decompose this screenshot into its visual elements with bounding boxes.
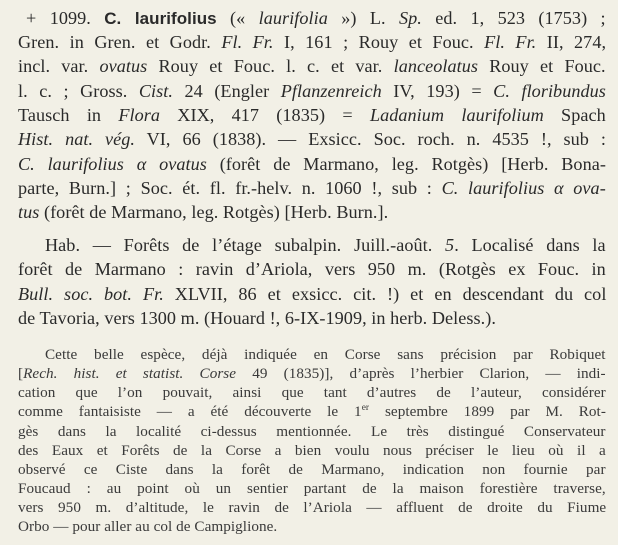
note-line — [18, 498, 606, 517]
text-segment: Hist. nat. vég. — [18, 129, 135, 150]
text-segment: α ovatus — [136, 153, 207, 174]
entry-line — [18, 127, 606, 151]
text-segment: septembre 1899 par M. Rot- — [369, 403, 606, 421]
text-segment: (forêt de Marmano, leg. Rotgès) [Herb. Burn.]. — [39, 202, 389, 223]
note-line — [18, 460, 606, 479]
entry-first-line — [26, 6, 606, 31]
text-segment: lanceolatus — [393, 56, 478, 77]
text-segment: 24 (Engler — [173, 80, 281, 101]
text-segment: (« — [230, 8, 259, 28]
text-segment: Bull. soc. bot. Fr. — [18, 283, 164, 304]
text-segment: l. c. ; Gross. — [18, 80, 139, 101]
habitat-line — [18, 306, 496, 330]
text-segment: er — [361, 403, 370, 414]
text-segment: C. floribundus — [493, 80, 606, 101]
text-segment: ») L. — [327, 8, 399, 28]
text-segment: C. laurifolius α ova- — [441, 178, 606, 199]
text-segment: Cette belle espèce, déjà indiquée en Corse sans précision par Robiquet — [45, 346, 606, 363]
entry-number: 1099. — [49, 8, 91, 28]
species-name: C. laurifolius — [104, 9, 217, 28]
text-segment: Pflanzenreich — [280, 80, 382, 101]
text-segment: IV, 193) = — [381, 80, 494, 101]
text-segment: vers 950 m. d’altitude, le ravin de l’Ariola — affluent de droite du Fiume — [18, 499, 607, 517]
text-segment: gès dans la localité ci-dessus mentionnée. Le très distingué Conservateur — [18, 422, 606, 440]
text-segment: Tausch in — [18, 105, 119, 126]
text-segment: Fl. Fr. — [484, 32, 537, 52]
text-segment: VI, 66 (1838). — Exsicc. Soc. roch. n. 4535 !, sub : — [135, 129, 606, 150]
text-segment: XLVII, 86 et exsicc. cit. !) et en descendant du col — [163, 283, 607, 304]
text-segment: 49 (1835)], d’après l’herbier Clarion, — indi- — [236, 365, 606, 383]
note-line — [18, 383, 606, 402]
text-segment: Foucaud : au point où un sentier partant de la maison forestière traverse, — [18, 480, 606, 498]
text-segment: I, 161 ; Rouy et Fouc. — [273, 32, 485, 52]
habitat-line — [45, 233, 606, 257]
note-line — [45, 345, 606, 364]
text-segment: Orbo — pour aller au col de Campiglione. — [18, 518, 278, 536]
text-segment: C. laurifolius — [18, 153, 124, 174]
text-segment: Flora — [118, 105, 161, 126]
text-segment: observé ce Ciste dans la forêt de Marmano, indication non fournie par — [18, 460, 606, 478]
note-line — [18, 517, 277, 536]
text-segment: cation que l’on pouvait, ainsi que tant d’autres de l’auteur, considérer — [18, 384, 606, 402]
note-line — [18, 441, 606, 460]
entry-line — [18, 103, 606, 127]
text-segment: tus — [18, 202, 40, 223]
entry-line — [18, 30, 606, 54]
entry-line — [18, 176, 606, 200]
cultivated-marker: + — [26, 8, 37, 28]
text-segment: (forêt de Marmano, leg. Rotgès) [Herb. Bona- — [206, 153, 606, 174]
text-segment: Sp. — [399, 8, 422, 28]
text-segment: 5 — [445, 235, 455, 255]
text-segment — [124, 154, 137, 174]
text-segment: Hab. — Forêts de l’étage subalpin. Juill.-août. — [45, 235, 446, 255]
text-segment: laurifolia — [258, 8, 328, 28]
text-segment: parte, Burn.] ; Soc. ét. fl. fr.-helv. n. 1060 !, sub : — [18, 178, 442, 199]
text-segment: Gren. in Gren. et Godr. — [18, 32, 222, 52]
text-segment: des Eaux et Forêts de la Corse a bien voulu nous préciser le lieu où il a — [18, 441, 606, 459]
habitat-line — [18, 257, 606, 281]
note-line — [18, 364, 606, 383]
text-segment: forêt de Marmano : ravin d’Ariola, vers 950 m. (Rotgès ex Fouc. in — [18, 259, 606, 280]
text-segment: . Localisé dans la — [454, 235, 606, 255]
entry-line — [18, 79, 606, 103]
text-segment: II, 274, — [536, 32, 607, 52]
entry-line — [18, 200, 388, 224]
text-segment: Rouy et Fouc. l. c. et var. — [147, 56, 394, 77]
entry-line — [18, 152, 606, 176]
text-segment: ed. 1, 523 (1753) ; — [421, 8, 606, 28]
text-segment: Ladanium laurifolium — [369, 105, 544, 126]
text-segment: comme fantaisiste — a été découverte le 1 — [18, 403, 362, 421]
text-segment: XIX, 417 (1835) = — [160, 105, 370, 126]
note-line — [18, 422, 606, 441]
text-segment: ovatus — [99, 56, 148, 77]
text-segment: Rouy et Fouc. — [478, 56, 606, 77]
entry-line — [18, 54, 606, 78]
text-segment: Cist. — [138, 80, 173, 101]
text-segment: de Tavoria, vers 1300 m. (Houard !, 6-IX-1909, in herb. Deless.). — [18, 308, 496, 329]
note-line — [18, 402, 606, 421]
text-segment: incl. var. — [18, 56, 100, 77]
text-segment: Spach — [543, 105, 606, 126]
note-line — [18, 479, 606, 498]
text-segment: Rech. hist. et statist. Corse — [23, 365, 237, 383]
text-segment: [ — [18, 365, 24, 383]
habitat-line — [18, 282, 606, 306]
text-segment: Fl. Fr. — [221, 32, 274, 52]
